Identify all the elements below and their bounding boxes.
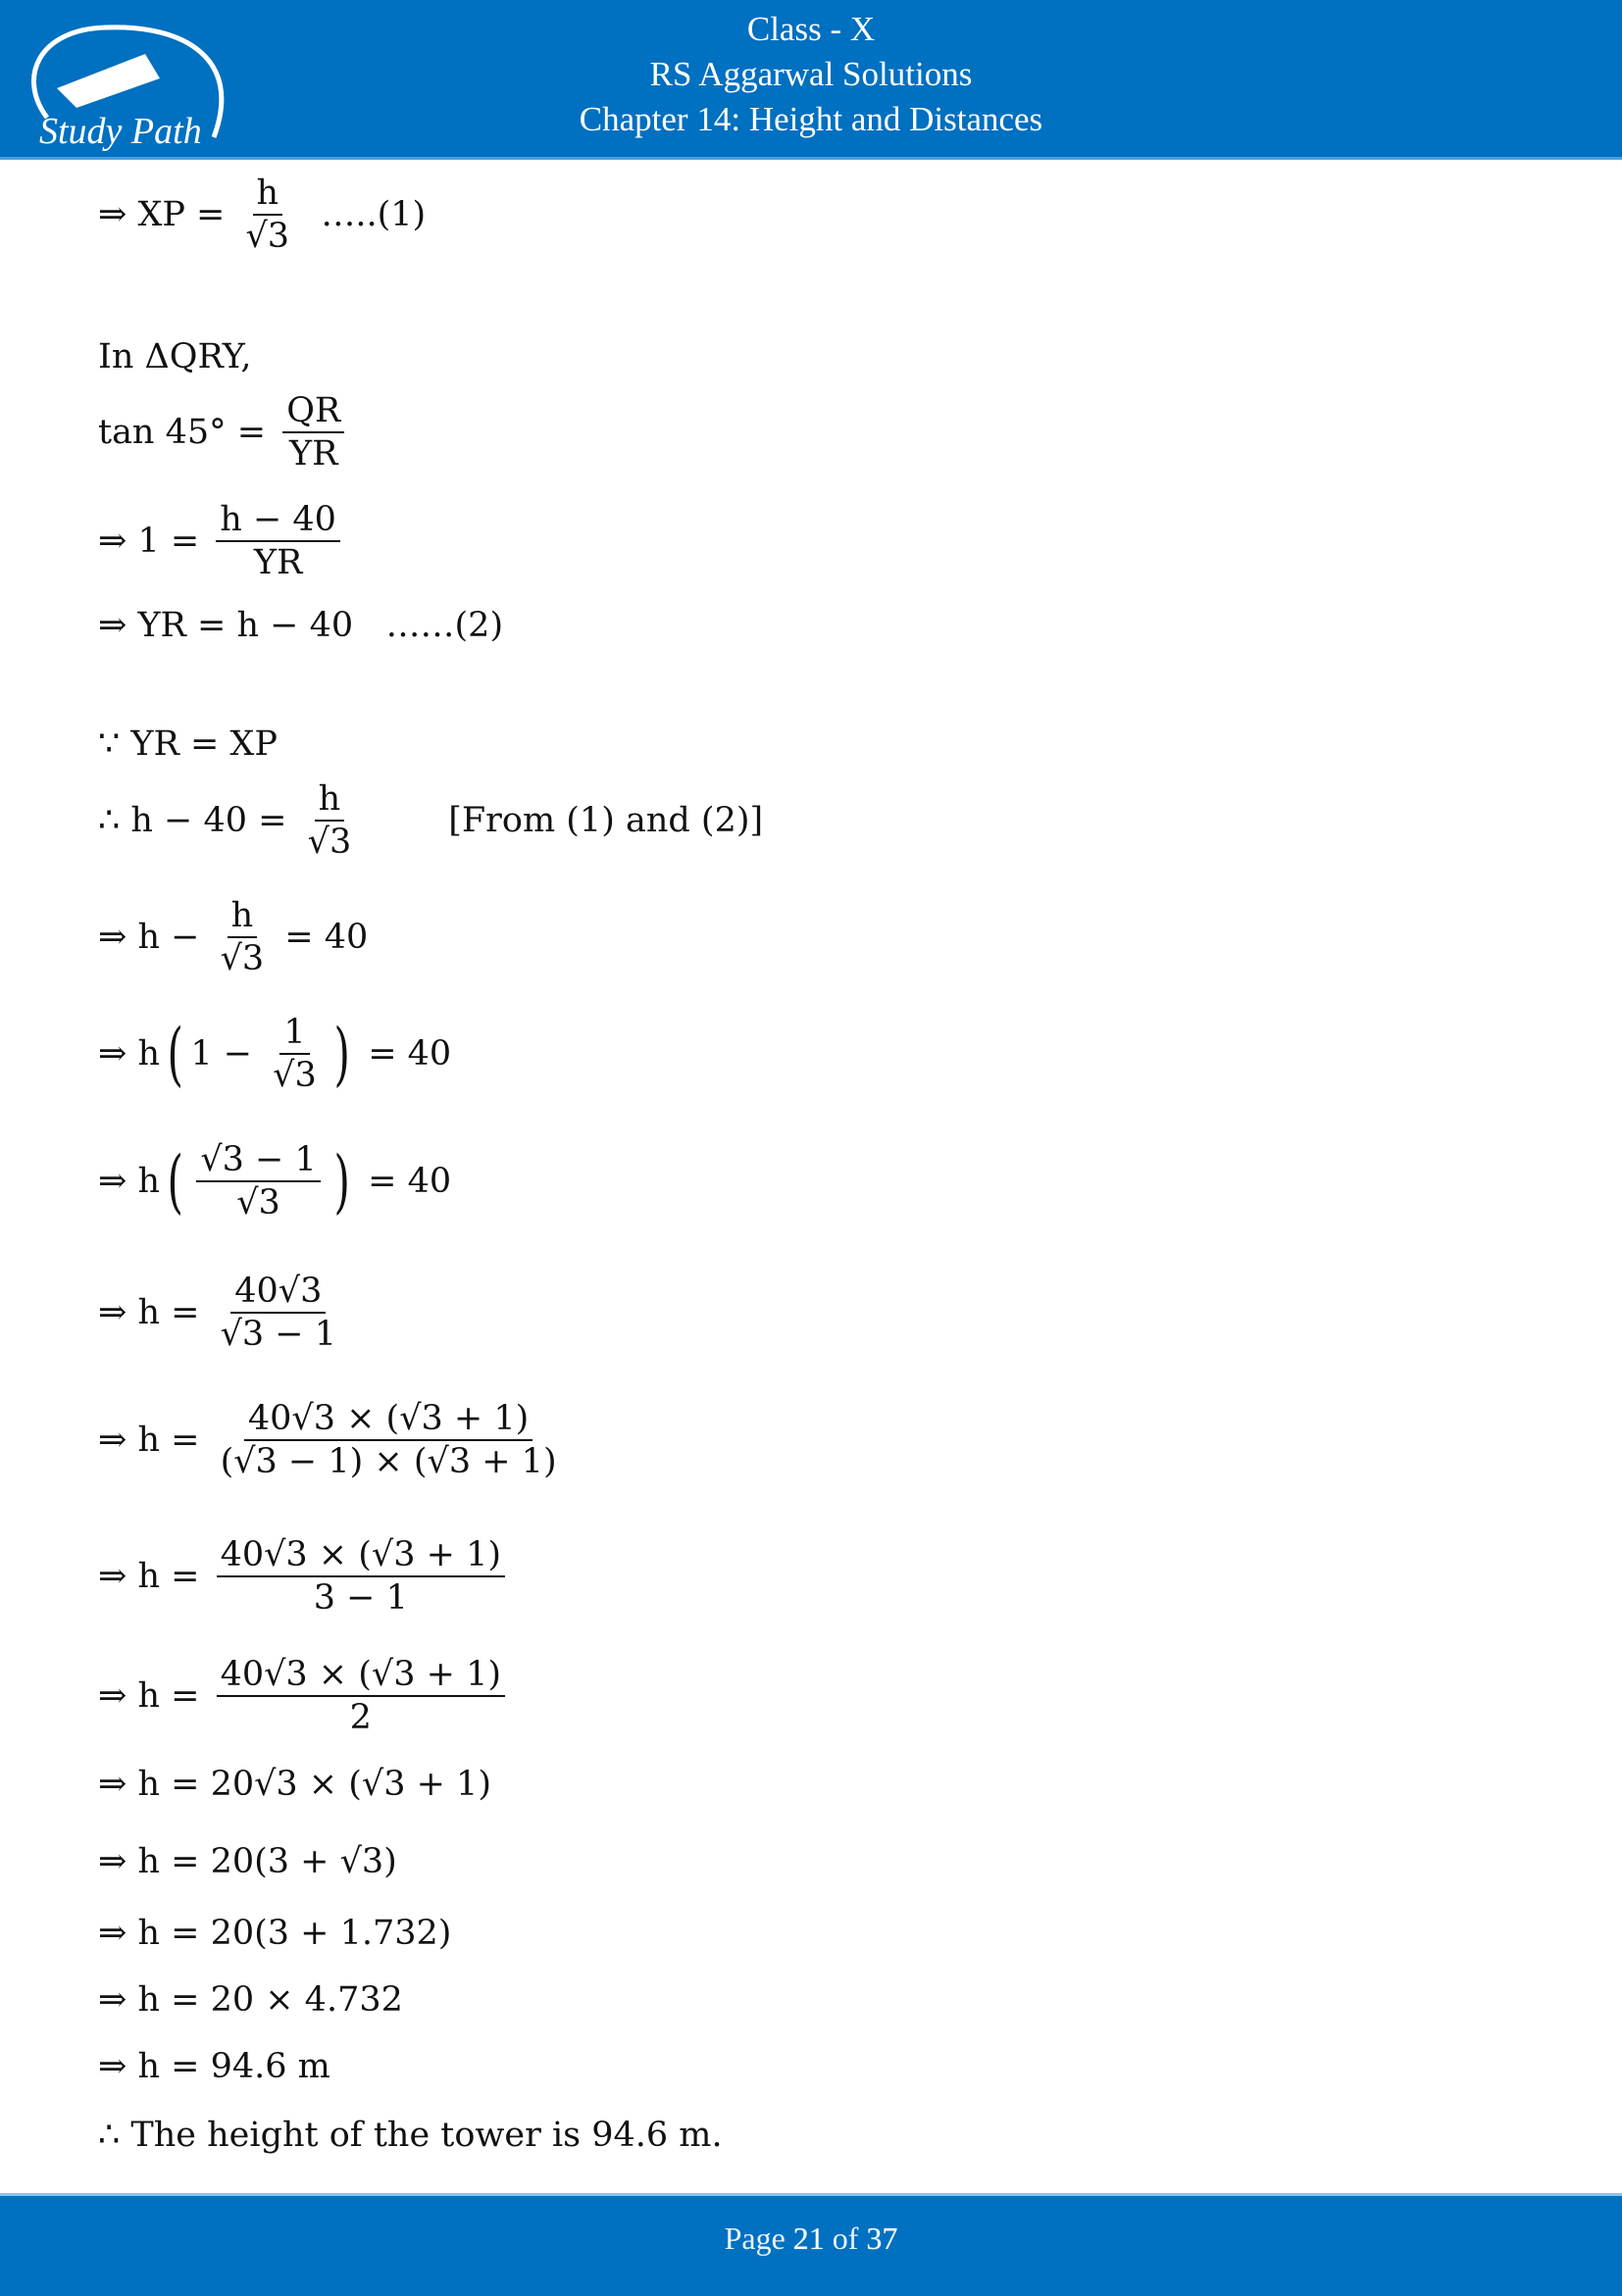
fraction xyxy=(304,778,356,863)
page-number: 21 xyxy=(792,2221,825,2256)
math-text: ⇒ 1 = xyxy=(98,522,211,561)
math-line xyxy=(98,895,368,979)
denominator: 3 − 1 xyxy=(313,1578,408,1618)
math-text: ⇒ h = xyxy=(98,1557,211,1596)
math-text: ⇒ h = 94.6 m xyxy=(98,2047,330,2086)
math-line xyxy=(98,1398,567,1482)
denominator: (√3 − 1) × (√3 + 1) xyxy=(220,1442,557,1481)
bracket: ) xyxy=(333,1014,350,1094)
math-text: ⇒ h = 20(3 + √3) xyxy=(98,1842,397,1881)
math-text: ⇒ h = xyxy=(98,1421,211,1460)
math-text: ∵ YR = XP xyxy=(98,724,278,764)
page-label: Page xyxy=(724,2221,793,2256)
denominator: √3 xyxy=(307,823,352,862)
math-text: ⇒ h = xyxy=(98,1293,211,1332)
chapter-title: Chapter 14: Height and Distances xyxy=(579,100,1043,138)
math-line xyxy=(98,778,763,863)
book-title: RS Aggarwal Solutions xyxy=(649,55,973,93)
math-line xyxy=(98,1980,403,2020)
math-text: 1 − xyxy=(190,1034,264,1073)
numerator: h xyxy=(228,895,258,938)
math-line xyxy=(98,1534,511,1619)
math-text: ⇒ h = 20√3 × (√3 + 1) xyxy=(98,1765,491,1804)
denominator: √3 − 1 xyxy=(220,1315,336,1354)
numerator: h − 40 xyxy=(216,499,340,542)
fraction xyxy=(269,1012,321,1096)
fraction xyxy=(217,1654,505,1738)
page-footer xyxy=(0,2193,1622,2296)
fraction xyxy=(282,390,344,474)
page-header xyxy=(0,0,1622,160)
bracket: ( xyxy=(167,1014,183,1094)
numerator: 40√3 × (√3 + 1) xyxy=(244,1398,532,1441)
math-text: ⇒ h xyxy=(98,1162,160,1201)
math-text: tan 45° = xyxy=(98,413,278,452)
fraction xyxy=(217,895,269,979)
math-line xyxy=(98,499,346,583)
math-text: …..(1) xyxy=(299,195,427,234)
math-line xyxy=(98,173,426,257)
math-text: ⇒ h − xyxy=(98,918,211,957)
math-text: = 40 xyxy=(357,1034,452,1073)
denominator: √3 xyxy=(245,217,290,256)
fraction xyxy=(196,1139,320,1223)
numerator: h xyxy=(253,173,283,216)
numerator: √3 − 1 xyxy=(196,1139,320,1182)
denominator: √3 xyxy=(220,939,265,978)
math-text: ∴ h − 40 = xyxy=(98,801,298,840)
math-text: ⇒ h = 20(3 + 1.732) xyxy=(98,1914,452,1953)
fraction xyxy=(216,499,340,583)
math-line xyxy=(98,606,503,645)
math-line xyxy=(98,1914,451,1953)
math-text: In ΔQRY, xyxy=(98,337,252,376)
numerator: 40√3 × (√3 + 1) xyxy=(217,1654,505,1697)
denominator: YR xyxy=(253,543,303,582)
numerator: 40√3 xyxy=(230,1271,326,1314)
math-text: ⇒ XP = xyxy=(98,195,236,234)
denominator: YR xyxy=(289,434,338,474)
page-of: of xyxy=(824,2221,867,2256)
bracket: ) xyxy=(333,1141,350,1222)
numerator: h xyxy=(315,778,345,822)
math-line xyxy=(98,1654,511,1738)
math-line xyxy=(98,1012,451,1096)
fraction xyxy=(217,1271,340,1355)
fraction xyxy=(217,1534,505,1619)
math-text: = 40 xyxy=(357,1162,452,1201)
math-text: ⇒ h xyxy=(98,1034,160,1073)
math-line xyxy=(98,2116,723,2155)
math-line xyxy=(98,2047,330,2086)
math-line xyxy=(98,724,278,764)
math-text: = 40 xyxy=(274,918,369,957)
math-line xyxy=(98,1271,346,1355)
denominator: √3 xyxy=(273,1056,317,1095)
math-line xyxy=(98,390,350,474)
math-line xyxy=(98,1765,491,1804)
bracket: ( xyxy=(167,1141,183,1222)
math-text: [From (1) and (2)] xyxy=(361,801,764,840)
logo-text: Study Path xyxy=(39,111,202,152)
math-line xyxy=(98,1842,397,1881)
numerator: 1 xyxy=(279,1012,309,1055)
fraction xyxy=(242,173,294,257)
math-text: ⇒ YR = h − 40 ……(2) xyxy=(98,606,504,645)
denominator: √3 xyxy=(236,1183,280,1223)
math-line xyxy=(98,337,251,376)
numerator: 40√3 × (√3 + 1) xyxy=(217,1534,505,1577)
math-line xyxy=(98,1139,451,1223)
denominator: 2 xyxy=(349,1698,372,1737)
math-text: ⇒ h = xyxy=(98,1676,211,1716)
class-title: Class - X xyxy=(746,10,876,48)
math-text: ∴ The height of the tower is 94.6 m. xyxy=(98,2116,723,2155)
page-total: 37 xyxy=(866,2221,898,2256)
fraction xyxy=(217,1398,561,1482)
math-text: ⇒ h = 20 × 4.732 xyxy=(98,1980,403,2020)
numerator: QR xyxy=(282,390,344,433)
